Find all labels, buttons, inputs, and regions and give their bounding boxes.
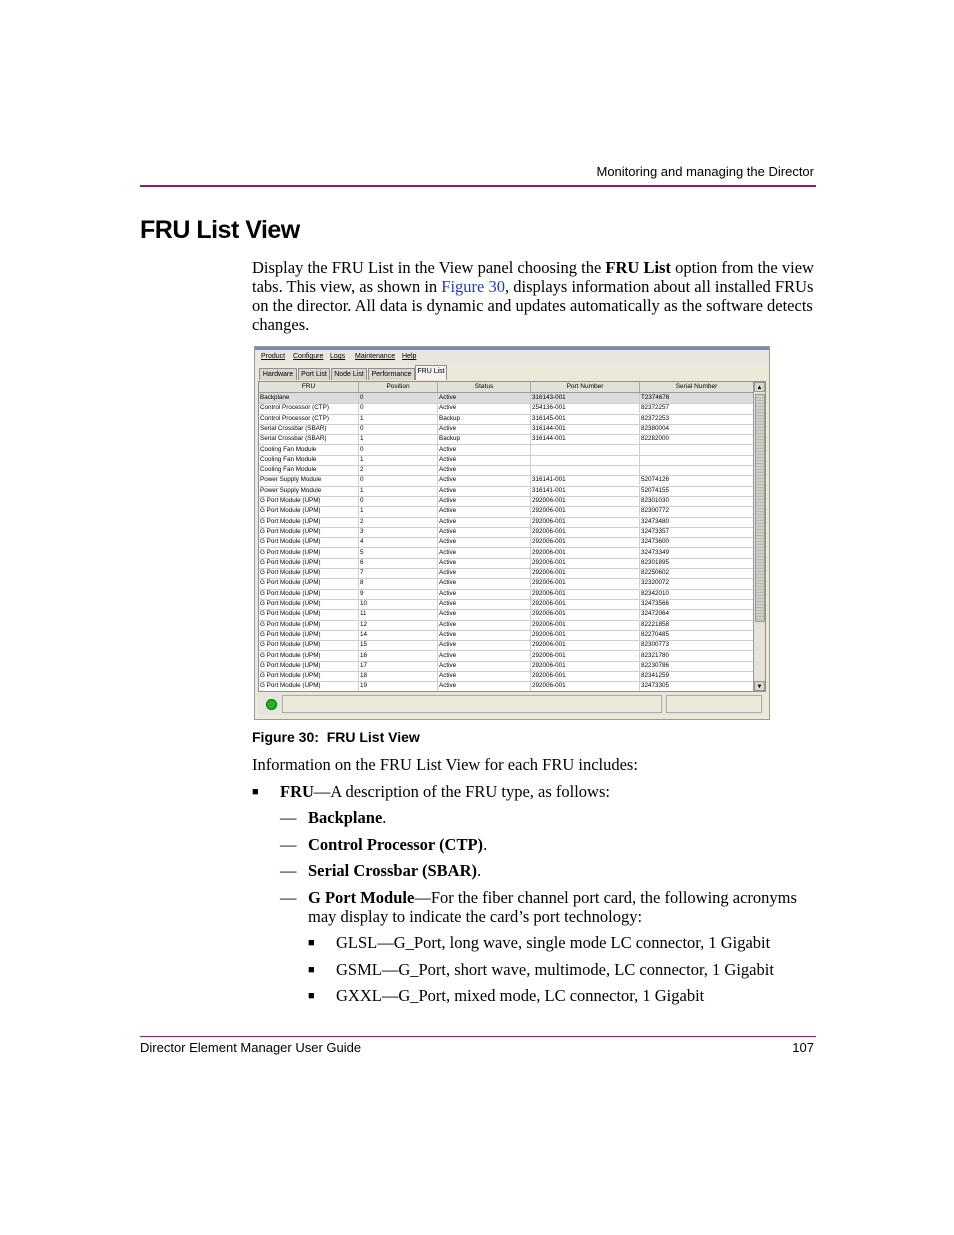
table-cell: G Port Module (UPM) bbox=[259, 681, 359, 691]
table-cell: T2374676 bbox=[640, 393, 754, 403]
status-bar bbox=[258, 693, 764, 715]
tab-port-list[interactable]: Port List bbox=[298, 368, 330, 380]
fru-list-screenshot bbox=[254, 346, 770, 720]
table-cell: 32472064 bbox=[640, 609, 754, 619]
table-cell: 0 bbox=[359, 403, 438, 413]
intro-paragraph: Display the FRU List in the View panel choosing the FRU List option from the view tabs. This view, as shown in Figure 30, displays information about all installed FRUs on the director. All data is dynamic and updates automatically as the software detects changes. bbox=[252, 258, 814, 334]
table-cell: 316143-001 bbox=[531, 393, 640, 403]
item-backplane: Backplane. bbox=[308, 808, 387, 827]
table-row[interactable] bbox=[259, 681, 753, 692]
running-header: Monitoring and managing the Director bbox=[596, 164, 814, 179]
table-cell: 292006-001 bbox=[531, 506, 640, 516]
table-cell: 292006-001 bbox=[531, 640, 640, 650]
table-cell: 18 bbox=[359, 671, 438, 681]
table-cell: 82321780 bbox=[640, 651, 754, 661]
acronym-gsml: GSML—G_Port, short wave, multimode, LC connector, 1 Gigabit bbox=[336, 960, 774, 979]
table-cell: G Port Module (UPM) bbox=[259, 568, 359, 578]
lead-text: Information on the FRU List View for each FRU includes: bbox=[252, 755, 638, 774]
col-port-number[interactable]: Port Number bbox=[531, 382, 640, 392]
menu-help[interactable]: Help bbox=[402, 353, 417, 360]
menu-product[interactable]: Product bbox=[261, 353, 286, 360]
table-cell: G Port Module (UPM) bbox=[259, 661, 359, 671]
table-cell: 292006-001 bbox=[531, 568, 640, 578]
dash-glyph: — bbox=[280, 888, 297, 907]
table-cell: 292006-001 bbox=[531, 517, 640, 527]
table-cell: Serial Crossbar (SBAR) bbox=[259, 424, 359, 434]
table-cell: 82250602 bbox=[640, 568, 754, 578]
table-cell: 5 bbox=[359, 548, 438, 558]
table-cell: 316141-001 bbox=[531, 475, 640, 485]
table-cell: Active bbox=[438, 651, 531, 661]
table-cell: 316141-001 bbox=[531, 486, 640, 496]
table-cell: Power Supply Module bbox=[259, 475, 359, 485]
table-cell: Active bbox=[438, 517, 531, 527]
table-cell: 1 bbox=[359, 486, 438, 496]
item-sbar: Serial Crossbar (SBAR). bbox=[308, 861, 482, 880]
table-cell: Active bbox=[438, 527, 531, 537]
bullet-icon: ■ bbox=[308, 937, 315, 949]
table-cell: G Port Module (UPM) bbox=[259, 578, 359, 588]
table-cell: 292006-001 bbox=[531, 671, 640, 681]
table-cell: 32320072 bbox=[640, 578, 754, 588]
table-cell bbox=[531, 445, 640, 455]
dash-glyph: — bbox=[280, 861, 297, 880]
tab-fru-list[interactable]: FRU List bbox=[415, 365, 447, 380]
menu-maintenance[interactable]: Maintenance bbox=[355, 353, 396, 360]
table-cell: 1 bbox=[359, 506, 438, 516]
menu-bar bbox=[255, 347, 769, 365]
table-cell: Active bbox=[438, 455, 531, 465]
table-cell: Cooling Fan Module bbox=[259, 465, 359, 475]
footer-rule bbox=[140, 1036, 816, 1037]
fru-item: FRU—A description of the FRU type, as follows: bbox=[280, 782, 610, 801]
table-cell: 292006-001 bbox=[531, 589, 640, 599]
table-cell: 292006-001 bbox=[531, 496, 640, 506]
table-cell: Active bbox=[438, 589, 531, 599]
table-cell: 82221858 bbox=[640, 620, 754, 630]
table-cell: 292006-001 bbox=[531, 630, 640, 640]
table-cell: Active bbox=[438, 465, 531, 475]
table-cell: 292006-001 bbox=[531, 599, 640, 609]
table-cell: 82230786 bbox=[640, 661, 754, 671]
table-cell: G Port Module (UPM) bbox=[259, 517, 359, 527]
table-cell: 4 bbox=[359, 537, 438, 547]
table-cell: 82380004 bbox=[640, 424, 754, 434]
table-cell: 11 bbox=[359, 609, 438, 619]
table-cell: 0 bbox=[359, 393, 438, 403]
table-cell: Active bbox=[438, 475, 531, 485]
menu-configure[interactable]: Configure bbox=[293, 353, 324, 360]
table-cell: Active bbox=[438, 548, 531, 558]
table-cell: Active bbox=[438, 568, 531, 578]
table-cell bbox=[640, 445, 754, 455]
table-cell: Active bbox=[438, 486, 531, 496]
table-cell: 19 bbox=[359, 681, 438, 691]
table-cell: G Port Module (UPM) bbox=[259, 558, 359, 568]
table-cell: 32473357 bbox=[640, 527, 754, 537]
table-header bbox=[259, 382, 753, 393]
title-strip bbox=[255, 347, 769, 350]
scroll-up-icon[interactable]: ▲ bbox=[754, 382, 765, 392]
table-cell: 32473480 bbox=[640, 517, 754, 527]
item-gport-cont: may display to indicate the card’s port technology: bbox=[308, 907, 643, 926]
table-cell: Active bbox=[438, 445, 531, 455]
table-cell: Active bbox=[438, 630, 531, 640]
section-title: FRU List View bbox=[140, 216, 300, 244]
col-position[interactable]: Position bbox=[359, 382, 438, 392]
table-cell: 32473566 bbox=[640, 599, 754, 609]
table-cell: Control Processor (CTP) bbox=[259, 414, 359, 424]
table-cell: 9 bbox=[359, 589, 438, 599]
page-number: 107 bbox=[792, 1040, 814, 1055]
scroll-down-icon[interactable]: ▼ bbox=[754, 681, 765, 691]
table-cell: 292006-001 bbox=[531, 558, 640, 568]
table-cell: G Port Module (UPM) bbox=[259, 537, 359, 547]
table-cell: 8 bbox=[359, 578, 438, 588]
table-cell: G Port Module (UPM) bbox=[259, 589, 359, 599]
table-cell: 52074126 bbox=[640, 475, 754, 485]
table-cell: 82372257 bbox=[640, 403, 754, 413]
table-cell: 32473349 bbox=[640, 548, 754, 558]
table-cell: G Port Module (UPM) bbox=[259, 496, 359, 506]
table-cell: 292006-001 bbox=[531, 578, 640, 588]
table-cell: G Port Module (UPM) bbox=[259, 609, 359, 619]
table-cell: Active bbox=[438, 506, 531, 516]
fru-table bbox=[258, 381, 766, 692]
table-cell: 10 bbox=[359, 599, 438, 609]
table-cell: Active bbox=[438, 661, 531, 671]
table-cell: 82270485 bbox=[640, 630, 754, 640]
tab-performance[interactable]: Performance bbox=[368, 368, 415, 380]
table-cell: 0 bbox=[359, 475, 438, 485]
table-cell: Active bbox=[438, 578, 531, 588]
col-status[interactable]: Status bbox=[438, 382, 531, 392]
table-cell: 292006-001 bbox=[531, 681, 640, 691]
table-cell: 3 bbox=[359, 527, 438, 537]
table-cell: Control Processor (CTP) bbox=[259, 403, 359, 413]
table-cell: Active bbox=[438, 640, 531, 650]
table-cell: 2 bbox=[359, 517, 438, 527]
table-cell bbox=[640, 465, 754, 475]
table-cell: 82301895 bbox=[640, 558, 754, 568]
table-cell bbox=[531, 465, 640, 475]
table-cell: G Port Module (UPM) bbox=[259, 527, 359, 537]
header-rule bbox=[140, 185, 816, 187]
table-cell: 82282000 bbox=[640, 434, 754, 444]
table-cell: 82341259 bbox=[640, 671, 754, 681]
table-cell: Active bbox=[438, 403, 531, 413]
table-cell: 15 bbox=[359, 640, 438, 650]
table-cell: 2 bbox=[359, 465, 438, 475]
table-cell: 82372253 bbox=[640, 414, 754, 424]
scroll-thumb[interactable] bbox=[755, 394, 765, 622]
table-cell: 1 bbox=[359, 434, 438, 444]
bullet-icon: ■ bbox=[308, 964, 315, 976]
table-cell: G Port Module (UPM) bbox=[259, 671, 359, 681]
table-cell: Active bbox=[438, 424, 531, 434]
table-cell: 292006-001 bbox=[531, 537, 640, 547]
table-cell: 14 bbox=[359, 630, 438, 640]
table-cell: Backup bbox=[438, 434, 531, 444]
table-cell: 82300773 bbox=[640, 640, 754, 650]
bullet-icon: ■ bbox=[308, 990, 315, 1002]
item-gport: G Port Module—For the fiber channel port card, the following acronyms bbox=[308, 888, 797, 907]
footer-title: Director Element Manager User Guide bbox=[140, 1040, 362, 1055]
item-ctp: Control Processor (CTP). bbox=[308, 835, 488, 854]
table-cell: G Port Module (UPM) bbox=[259, 651, 359, 661]
table-cell bbox=[640, 455, 754, 465]
tab-node-list[interactable]: Node List bbox=[331, 368, 367, 380]
table-cell: 7 bbox=[359, 568, 438, 578]
table-cell: 292006-001 bbox=[531, 527, 640, 537]
table-cell: 254136-001 bbox=[531, 403, 640, 413]
table-cell: Cooling Fan Module bbox=[259, 455, 359, 465]
table-cell: Active bbox=[438, 599, 531, 609]
table-cell: 82342010 bbox=[640, 589, 754, 599]
col-fru[interactable]: FRU bbox=[259, 382, 359, 392]
table-cell: 316145-001 bbox=[531, 414, 640, 424]
table-cell: G Port Module (UPM) bbox=[259, 620, 359, 630]
status-field-right bbox=[666, 695, 762, 713]
table-cell: Backplane bbox=[259, 393, 359, 403]
table-cell: 316144-001 bbox=[531, 424, 640, 434]
table-cell: G Port Module (UPM) bbox=[259, 548, 359, 558]
table-cell: Active bbox=[438, 393, 531, 403]
status-field bbox=[282, 695, 662, 713]
vertical-scrollbar[interactable] bbox=[753, 382, 765, 691]
status-led-icon bbox=[266, 699, 277, 710]
table-cell: 292006-001 bbox=[531, 548, 640, 558]
table-cell: Active bbox=[438, 558, 531, 568]
table-cell: 292006-001 bbox=[531, 651, 640, 661]
table-cell: 292006-001 bbox=[531, 620, 640, 630]
table-cell: 17 bbox=[359, 661, 438, 671]
table-cell: 82300772 bbox=[640, 506, 754, 516]
table-cell: Active bbox=[438, 681, 531, 691]
dash-glyph: — bbox=[280, 808, 297, 827]
figure-caption: Figure 30: FRU List View bbox=[252, 729, 420, 745]
table-cell: 292006-001 bbox=[531, 661, 640, 671]
table-cell: Serial Crossbar (SBAR) bbox=[259, 434, 359, 444]
table-cell: 32473305 bbox=[640, 681, 754, 691]
table-cell: 6 bbox=[359, 558, 438, 568]
table-cell: 52074155 bbox=[640, 486, 754, 496]
table-cell: 292006-001 bbox=[531, 609, 640, 619]
table-cell: 32473600 bbox=[640, 537, 754, 547]
table-cell: Active bbox=[438, 671, 531, 681]
table-cell: 1 bbox=[359, 414, 438, 424]
table-cell: G Port Module (UPM) bbox=[259, 640, 359, 650]
table-cell: Active bbox=[438, 496, 531, 506]
table-cell bbox=[531, 455, 640, 465]
table-cell: 82301030 bbox=[640, 496, 754, 506]
tab-hardware[interactable]: Hardware bbox=[259, 368, 297, 380]
table-cell: 0 bbox=[359, 496, 438, 506]
table-cell: Active bbox=[438, 537, 531, 547]
table-cell: 12 bbox=[359, 620, 438, 630]
table-cell: G Port Module (UPM) bbox=[259, 506, 359, 516]
table-cell: Backup bbox=[438, 414, 531, 424]
table-cell: Cooling Fan Module bbox=[259, 445, 359, 455]
table-cell: 0 bbox=[359, 445, 438, 455]
acronym-gxxl: GXXL—G_Port, mixed mode, LC connector, 1 Gigabit bbox=[336, 986, 705, 1005]
table-cell: 1 bbox=[359, 455, 438, 465]
bullet-icon: ■ bbox=[252, 786, 259, 798]
table-cell: Power Supply Module bbox=[259, 486, 359, 496]
figure-link[interactable]: Figure 30 bbox=[441, 277, 506, 296]
table-cell: Active bbox=[438, 620, 531, 630]
table-cell: G Port Module (UPM) bbox=[259, 599, 359, 609]
table-cell: Active bbox=[438, 609, 531, 619]
table-cell: G Port Module (UPM) bbox=[259, 630, 359, 640]
table-cell: 316144-001 bbox=[531, 434, 640, 444]
dash-glyph: — bbox=[280, 835, 297, 854]
acronym-glsl: GLSL—G_Port, long wave, single mode LC connector, 1 Gigabit bbox=[336, 933, 771, 952]
table-cell: 16 bbox=[359, 651, 438, 661]
col-serial-number[interactable]: Serial Number bbox=[640, 382, 754, 392]
menu-logs[interactable]: Logs bbox=[330, 353, 346, 360]
table-cell: 0 bbox=[359, 424, 438, 434]
